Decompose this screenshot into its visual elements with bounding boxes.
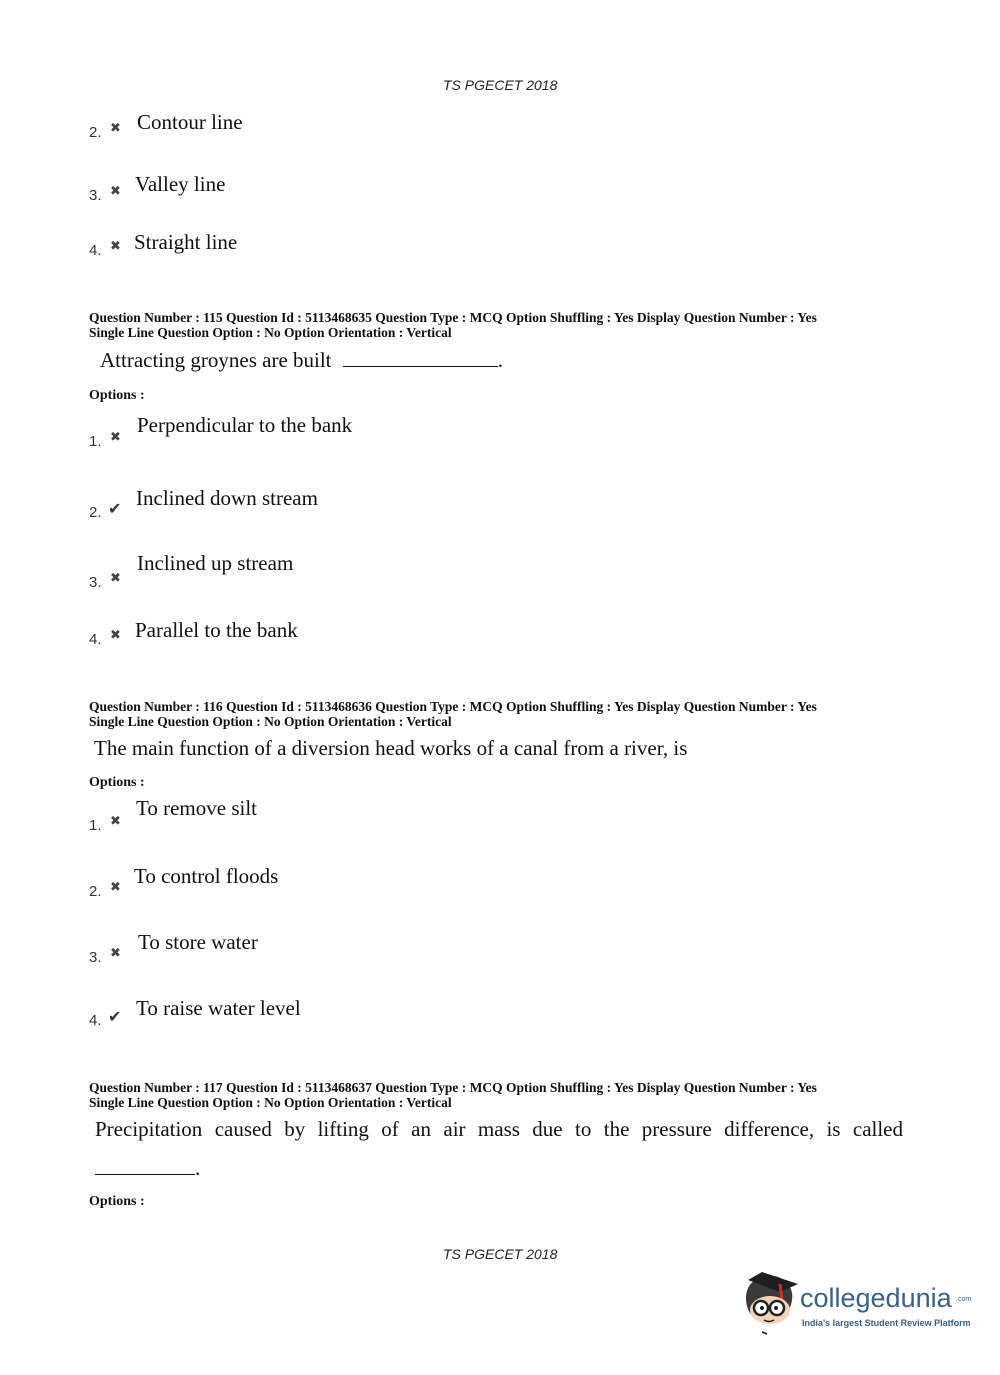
- mascot-icon: [740, 1270, 800, 1338]
- option-number: 2.: [89, 124, 102, 141]
- question-meta: Question Number : 116 Question Id : 5113468636 Question Type : MCQ Option Shuffling : Yes Display Question Number : Yes: [89, 699, 817, 714]
- options-label: Options :: [89, 1194, 145, 1209]
- check-icon: ✔: [108, 1007, 122, 1026]
- option-text: Inclined up stream: [137, 551, 294, 575]
- option-text: To raise water level: [136, 996, 301, 1020]
- question-text-body: Precipitation caused by lifting of an air mass due to the pressure difference, is called: [95, 1117, 903, 1141]
- question-text-suffix: .: [497, 348, 504, 372]
- cross-icon: ✖: [110, 814, 121, 829]
- question-blank-line: [95, 1156, 200, 1181]
- option-text: Straight line: [134, 230, 238, 254]
- option-number: 4.: [89, 242, 102, 259]
- question-text-body: Attracting groynes are built: [100, 348, 332, 372]
- option-text: To remove silt: [136, 796, 258, 820]
- option-text: To control floods: [134, 864, 279, 888]
- question-meta: Question Number : 117 Question Id : 5113468637 Question Type : MCQ Option Shuffling : Yes Display Question Number : Yes: [89, 1080, 817, 1095]
- logo-tagline: India's largest Student Review Platform: [802, 1318, 971, 1328]
- option-text: Contour line: [137, 110, 243, 134]
- option-number: 2.: [89, 883, 102, 900]
- question-meta-line2: Single Line Question Option : No Option Orientation : Vertical: [89, 714, 452, 729]
- page-header: TS PGECET 2018: [443, 77, 558, 93]
- question-meta-line2: Single Line Question Option : No Option Orientation : Vertical: [89, 325, 452, 340]
- check-icon: ✔: [108, 499, 122, 518]
- logo-name: collegedunia: [800, 1283, 952, 1313]
- question-text-suffix: .: [195, 1156, 201, 1180]
- cross-icon: ✖: [110, 121, 121, 136]
- question-text: The main function of a diversion head works of a canal from a river, is: [94, 736, 688, 760]
- cross-icon: ✖: [110, 946, 121, 961]
- cross-icon: ✖: [110, 239, 121, 254]
- options-label: Options :: [89, 388, 145, 403]
- option-number: 1.: [89, 433, 102, 450]
- option-number: 3.: [89, 574, 102, 591]
- option-text: Valley line: [135, 172, 226, 196]
- option-text: Parallel to the bank: [135, 618, 298, 642]
- page-footer: TS PGECET 2018: [443, 1246, 558, 1262]
- question-meta-line2: Single Line Question Option : No Option Orientation : Vertical: [89, 1095, 452, 1110]
- option-number: 4.: [89, 1012, 102, 1029]
- option-text: Perpendicular to the bank: [137, 413, 353, 437]
- cross-icon: ✖: [110, 628, 121, 643]
- question-text: [95, 1117, 903, 1142]
- option-text: Inclined down stream: [136, 486, 318, 510]
- answer-blank: [95, 1172, 195, 1175]
- cross-icon: ✖: [110, 880, 121, 895]
- cross-icon: ✖: [110, 184, 121, 199]
- option-text: To store water: [138, 930, 258, 954]
- question-text: [100, 348, 503, 373]
- cross-icon: ✖: [110, 430, 121, 445]
- options-label: Options :: [89, 775, 145, 790]
- answer-blank: [343, 364, 498, 367]
- option-number: 4.: [89, 631, 102, 648]
- logo-tld: .com: [956, 1296, 972, 1303]
- option-number: 3.: [89, 187, 102, 204]
- option-number: 2.: [89, 504, 102, 521]
- option-number: 3.: [89, 949, 102, 966]
- question-meta: Question Number : 115 Question Id : 5113468635 Question Type : MCQ Option Shuffling : Yes Display Question Number : Yes: [89, 310, 817, 325]
- collegedunia-logo: [740, 1270, 970, 1340]
- cross-icon: ✖: [110, 571, 121, 586]
- option-number: 1.: [89, 817, 102, 834]
